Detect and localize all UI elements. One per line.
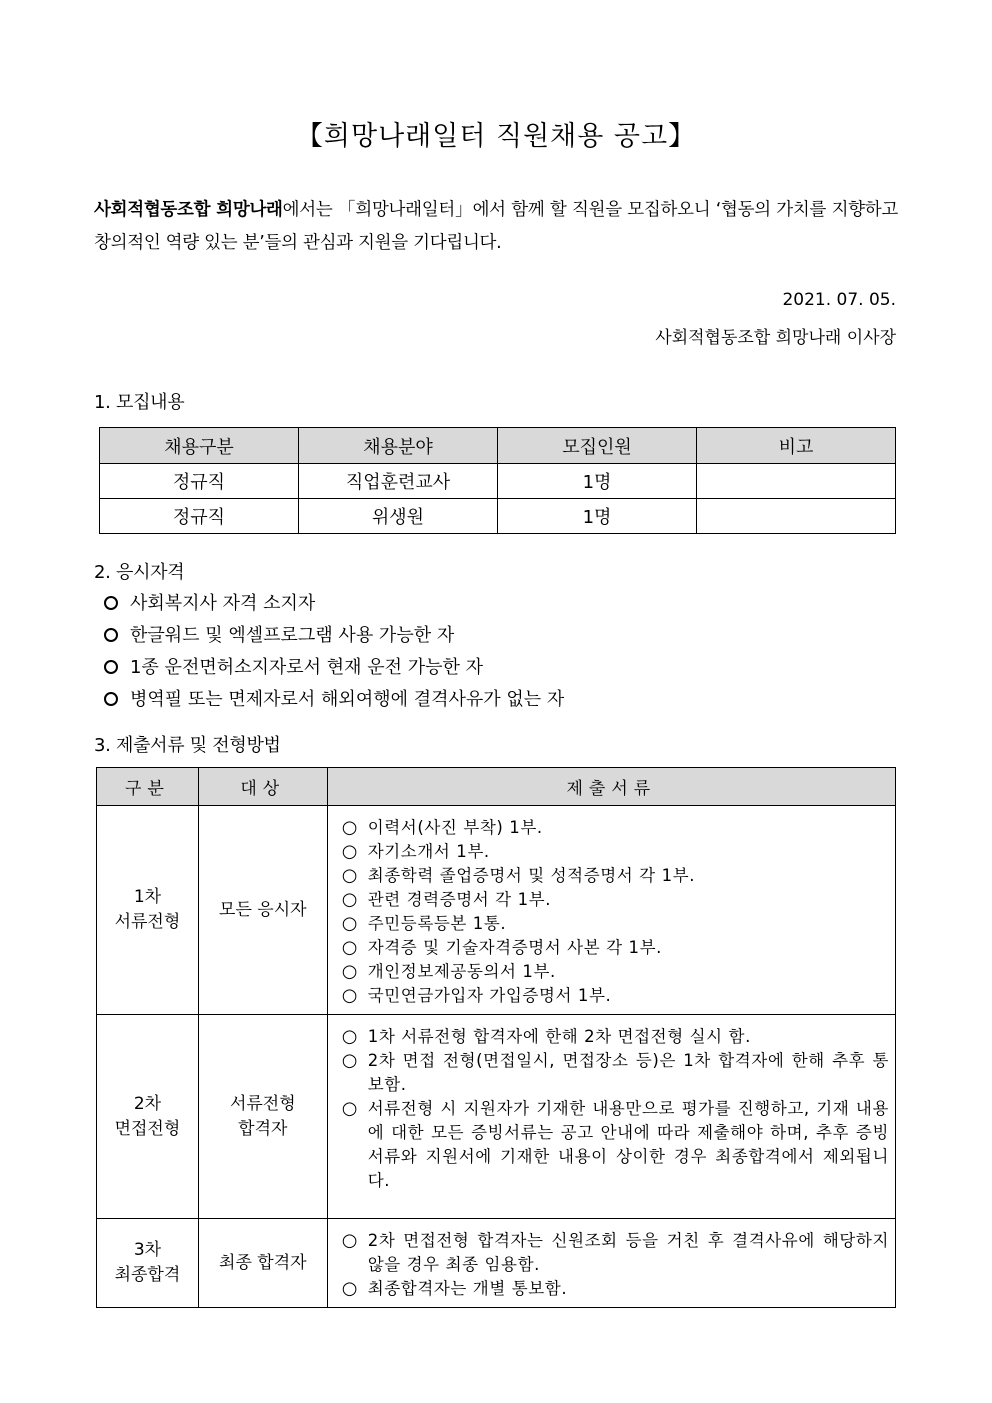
list-item: ○ 최종합격자는 개별 통보함. xyxy=(341,1278,568,1299)
documents-cell xyxy=(327,1015,895,1219)
intro-paragraph xyxy=(94,194,898,260)
list-item: ○ 2차 면접전형 합격자는 신원조회 등을 거친 후 결격사유에 해당하지 않을 경우 최종 임용함. xyxy=(341,1230,889,1274)
table-row xyxy=(100,464,896,499)
table-row xyxy=(100,499,896,534)
intro-text: 에서는 「희망나래일터」에서 함께 할 직원을 모집하오니 ‘협동의 가치를 지향하고 창의적인 역량 있는 분’들의 관심과 지원을 기다립니다. xyxy=(94,200,898,253)
list-item: ○ 자격증 및 기술자격증명서 사본 각 1부. xyxy=(341,937,662,958)
table-cell: 1명 xyxy=(498,499,697,534)
list-item: 1종 운전면허소지자로서 현재 운전 가능한 자 xyxy=(104,652,564,684)
table-cell: 정규직 xyxy=(100,499,299,534)
hollow-circle-icon xyxy=(104,628,118,642)
target-cell: 모든 응시자 xyxy=(198,806,327,1015)
section2-heading: 2. 응시자격 xyxy=(94,562,185,583)
intro-org-name: 사회적협동조합 희망나래 xyxy=(94,200,283,220)
documents-table xyxy=(96,767,896,1308)
table-cell: 위생원 xyxy=(299,499,498,534)
list-item: ○ 최종학력 졸업증명서 및 성적증명서 각 1부. xyxy=(341,865,696,886)
documents-cell xyxy=(327,1219,895,1308)
stage-cell: 2차 면접전형 xyxy=(97,1015,199,1219)
page-title: 【희망나래일터 직원채용 공고】 xyxy=(295,121,697,152)
recruitment-table xyxy=(99,427,896,534)
table-header-cell: 모집인원 xyxy=(498,428,697,464)
list-item: ○ 국민연금가입자 가입증명서 1부. xyxy=(341,985,612,1006)
issuer-signature: 사회적협동조합 희망나래 이사장 xyxy=(655,328,896,348)
table-cell: 직업훈련교사 xyxy=(299,464,498,499)
table-header-cell: 구분 xyxy=(97,768,199,806)
target-cell: 최종 합격자 xyxy=(198,1219,327,1308)
section1-heading: 1. 모집내용 xyxy=(94,392,185,413)
list-item: ○ 2차 면접 전형(면접일시, 면접장소 등)은 1차 합격자에 한해 추후 통보함. xyxy=(341,1050,889,1094)
section3-heading: 3. 제출서류 및 전형방법 xyxy=(94,735,281,756)
table-cell xyxy=(697,499,896,534)
table-cell: 1명 xyxy=(498,464,697,499)
stage-cell: 1차 서류전형 xyxy=(97,806,199,1015)
table-cell: 정규직 xyxy=(100,464,299,499)
documents-cell xyxy=(327,806,895,1015)
list-item: ○ 자기소개서 1부. xyxy=(341,841,490,862)
list-item: ○ 개인정보제공동의서 1부. xyxy=(341,961,556,982)
list-item: 사회복지사 자격 소지자 xyxy=(104,588,564,620)
notice-date: 2021. 07. 05. xyxy=(782,290,896,310)
table-header-cell: 비고 xyxy=(697,428,896,464)
stage-cell: 3차 최종합격 xyxy=(97,1219,199,1308)
table-row xyxy=(97,806,896,1015)
table-header-cell: 제출서류 xyxy=(327,768,895,806)
table-header-cell: 채용분야 xyxy=(299,428,498,464)
list-item: ○ 이력서(사진 부착) 1부. xyxy=(341,817,543,838)
list-item: ○ 관련 경력증명서 각 1부. xyxy=(341,889,552,910)
list-item: ○ 서류전형 시 지원자가 기재한 내용만으로 평가를 진행하고, 기재 내용에 대한 모든 증빙서류는 공고 안내에 따라 제출해야 하며, 추후 증빙서류와 지원서에 기재한 내용이 상이한 경우 최종합격에서 제외됩니다. xyxy=(341,1098,889,1190)
table-header-row xyxy=(100,428,896,464)
table-row xyxy=(97,1219,896,1308)
hollow-circle-icon xyxy=(104,692,118,706)
table-header-cell: 대상 xyxy=(198,768,327,806)
hollow-circle-icon xyxy=(104,660,118,674)
target-cell: 서류전형 합격자 xyxy=(198,1015,327,1219)
list-item: ○ 주민등록등본 1통. xyxy=(341,913,507,934)
qualification-list xyxy=(104,588,564,716)
list-item: 한글워드 및 엑셀프로그램 사용 가능한 자 xyxy=(104,620,564,652)
list-item: ○ 1차 서류전형 합격자에 한해 2차 면접전형 실시 함. xyxy=(341,1026,751,1047)
list-item: 병역필 또는 면제자로서 해외여행에 결격사유가 없는 자 xyxy=(104,684,564,716)
table-cell xyxy=(697,464,896,499)
table-header-row xyxy=(97,768,896,806)
table-header-cell: 채용구분 xyxy=(100,428,299,464)
table-row xyxy=(97,1015,896,1219)
hollow-circle-icon xyxy=(104,596,118,610)
